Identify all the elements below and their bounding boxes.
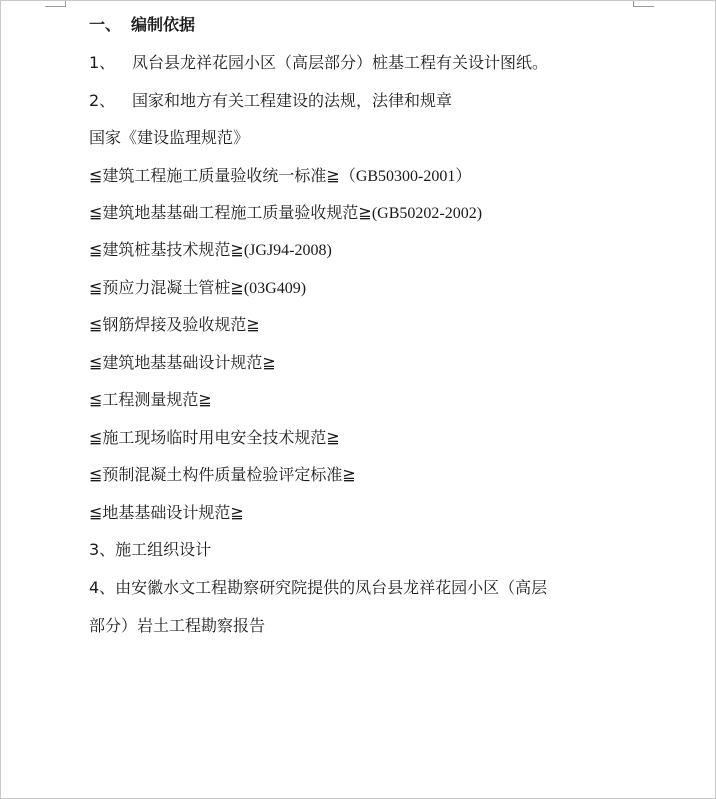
item-2-text: 国家和地方有关工程建设的法规，法律和规章 [132, 91, 453, 110]
heading-number: 一、 [89, 15, 122, 34]
standard-name: ≦建筑工程施工质量验收统一标准≧ [89, 166, 340, 185]
standard-code: （GB50300-2001） [339, 168, 472, 185]
section-heading [89, 15, 195, 35]
standard-name: ≦预制混凝土构件质量检验评定标准≧ [89, 465, 356, 484]
standard-line [89, 353, 276, 374]
item-1-number: 1、 [89, 53, 116, 72]
national-spec: 国家《建设监理规范》 [89, 128, 250, 147]
standard-name: ≦建筑桩基技术规范≧ [89, 240, 244, 259]
standard-line [89, 203, 482, 224]
standard-name: ≦建筑地基基础工程施工质量验收规范≧ [89, 203, 372, 222]
standard-line [89, 166, 471, 187]
item-3: 3、施工组织设计 [89, 540, 212, 559]
standard-code: (03G409) [243, 280, 307, 297]
standard-name: ≦地基基础设计规范≧ [89, 503, 244, 522]
item-1 [89, 53, 548, 73]
heading-title: 编制依据 [131, 15, 196, 34]
standard-name: ≦建筑地基基础设计规范≧ [89, 353, 276, 372]
standard-name: ≦施工现场临时用电安全技术规范≧ [89, 428, 340, 447]
standard-name: ≦预应力混凝土管桩≧ [89, 278, 244, 297]
item-4-line-2: 部分）岩土工程勘察报告 [89, 616, 266, 635]
standard-line [89, 428, 340, 449]
item-2 [89, 91, 452, 111]
standard-code: (GB50202-2002) [371, 205, 483, 222]
standard-name: ≦工程测量规范≧ [89, 390, 212, 409]
crop-mark-right [633, 1, 654, 7]
standard-line [89, 315, 260, 336]
item-2-number: 2、 [89, 91, 116, 110]
standard-line [89, 240, 332, 261]
standard-line [89, 503, 244, 524]
standard-line [89, 390, 212, 411]
standard-line [89, 278, 306, 299]
standard-line [89, 465, 356, 486]
crop-mark-left [45, 1, 66, 7]
item-4-line-1: 4、由安徽水文工程勘察研究院提供的凤台县龙祥花园小区（高层 [89, 578, 548, 597]
standard-code: (JGJ94-2008) [243, 242, 332, 259]
standard-name: ≦钢筋焊接及验收规范≧ [89, 315, 260, 334]
item-1-text: 凤台县龙祥花园小区（高层部分）桩基工程有关设计图纸。 [132, 53, 549, 72]
